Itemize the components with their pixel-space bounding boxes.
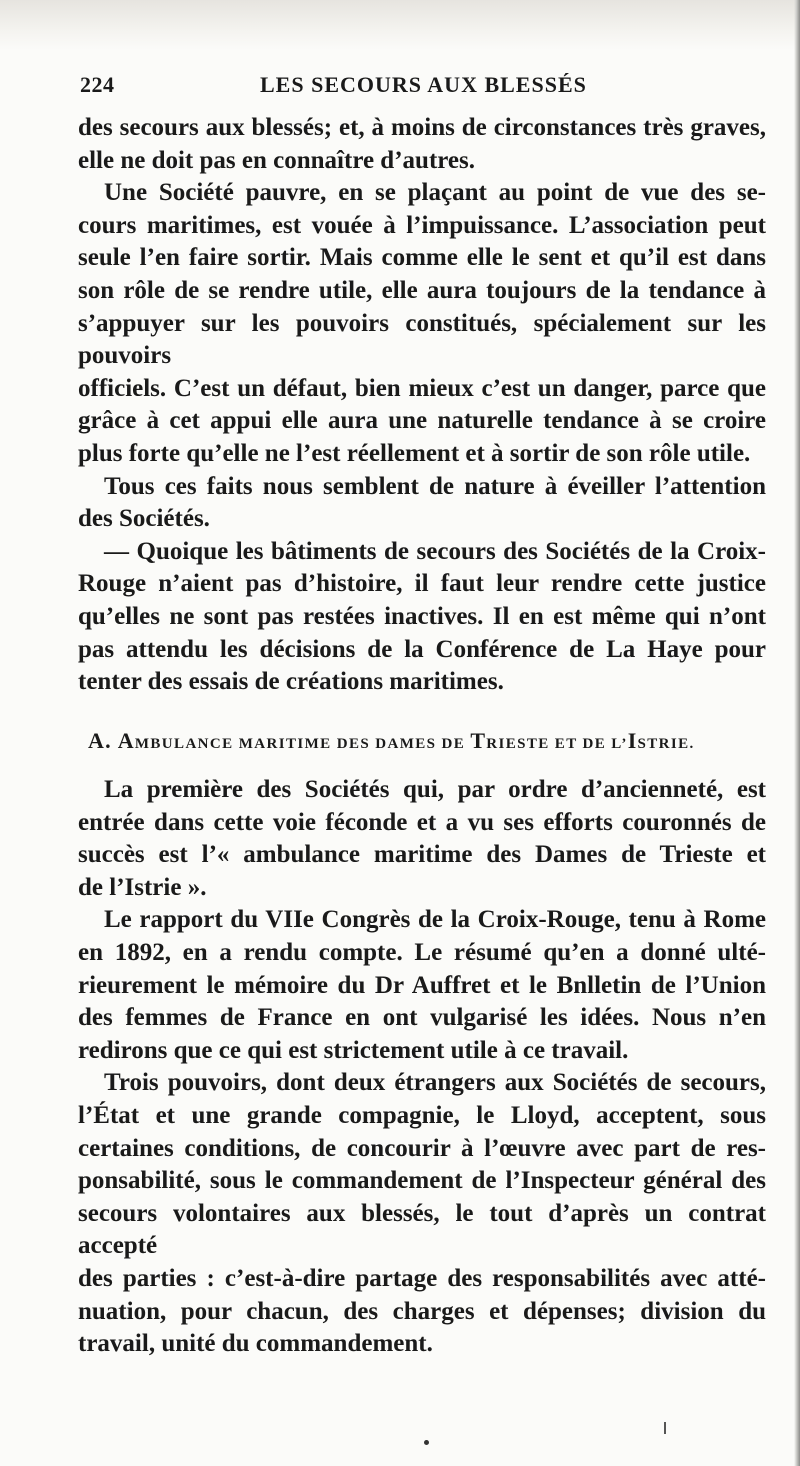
- text-line: rieurement le mémoire du Dr Auffret et le Bnlletin de l’Union: [78, 971, 766, 999]
- paragraph: [78, 177, 766, 470]
- text-line: La première des Sociétés qui, par ordre d’ancienneté, est: [104, 776, 766, 803]
- section-label: A.: [88, 728, 112, 753]
- text-line: des Sociétés.: [78, 505, 210, 533]
- text-line: nuation, pour chacun, des charges et dépenses; division du: [78, 1297, 766, 1325]
- text-line: certaines conditions, de concourir à l’œuvre avec part de res-: [78, 1134, 766, 1162]
- section-heading: [88, 728, 768, 754]
- text-line: Tous ces faits nous semblent de nature à éveiller l’attention: [104, 472, 766, 500]
- text-line: travail, unité du commandement.: [78, 1330, 433, 1358]
- print-speck: [424, 1440, 429, 1445]
- print-tick: [664, 1422, 666, 1434]
- text-line: pas attendu les décisions de la Conférence de La Haye pour: [78, 635, 766, 663]
- text-line: de l’Istrie ».: [78, 873, 207, 901]
- heading-rest-1: MBULANCE MARITIME DES DAMES DE: [134, 736, 471, 752]
- text-line: des secours aux blessés; et, à moins de circonstances très graves,: [78, 114, 766, 141]
- paragraph: [78, 904, 766, 1067]
- text-line: ponsabilité, sous le commandement de l’Inspecteur général des: [78, 1167, 766, 1195]
- text-line: — Quoique les bâtiments de secours des Sociétés de la Croix-: [104, 537, 766, 565]
- heading-cap-1: A: [117, 728, 135, 753]
- text-line: secours volontaires aux blessés, le tout d’après un contrat accepté: [78, 1199, 766, 1260]
- paragraph: [78, 536, 766, 699]
- text-line: Une Société pauvre, en se plaçant au point de vue des se-: [104, 179, 766, 207]
- text-line: en 1892, en a rendu compte. Le résumé qu’en a donné ulté-: [78, 938, 766, 966]
- heading-rest-3: STRIE.: [637, 736, 695, 752]
- text-line: des parties : c’est-à-dire partage des responsabilités avec atté-: [78, 1264, 766, 1292]
- scan-shadow-right: [794, 0, 800, 1466]
- paragraph: [78, 1067, 766, 1360]
- text-line: grâce à cet appui elle aura une naturelle tendance à se croire: [78, 407, 766, 435]
- body-text-before-heading: [78, 112, 766, 699]
- page-number: 224: [80, 72, 115, 97]
- heading-cap-3: I: [627, 728, 638, 753]
- text-line: officiels. C’est un défaut, bien mieux c’est un danger, parce que: [78, 374, 766, 402]
- text-line: succès est l’« ambulance maritime des Dames de Trieste et: [78, 841, 766, 869]
- text-line: l’État et une grande compagnie, le Lloyd, acceptent, sous: [78, 1101, 766, 1129]
- paragraph: [78, 112, 766, 177]
- text-line: seule l’en faire sortir. Mais comme elle le sent et qu’il est dans: [78, 244, 766, 272]
- text-line: son rôle de se rendre utile, elle aura toujours de la tendance à: [78, 276, 766, 304]
- running-title: LES SECOURS AUX BLESSÉS: [260, 72, 587, 97]
- text-line: entrée dans cette voie féconde et a vu ses efforts couronnés de: [78, 808, 766, 836]
- page-header: [80, 72, 770, 108]
- text-line: qu’elles ne sont pas restées inactives. Il en est même qui n’ont: [78, 602, 766, 630]
- text-line: Rouge n’aient pas d’histoire, il faut leur rendre cette justice: [78, 570, 766, 598]
- body-text-after-heading: [78, 774, 766, 1361]
- text-line: Le rapport du VIIe Congrès de la Croix-Rouge, tenu à Rome: [104, 906, 766, 934]
- heading-cap-2: T: [470, 728, 487, 753]
- text-line: Trois pouvoirs, dont deux étrangers aux Sociétés de secours,: [104, 1069, 766, 1097]
- heading-rest-2: RIESTE ET DE L’: [486, 736, 628, 752]
- text-line: des femmes de France en ont vulgarisé les idées. Nous n’en: [78, 1004, 766, 1032]
- text-line: plus forte qu’elle ne l’est réellement et à sortir de son rôle utile.: [78, 439, 751, 467]
- text-line: elle ne doit pas en connaître d’autres.: [78, 146, 475, 174]
- paragraph: [78, 774, 766, 904]
- text-line: cours maritimes, est vouée à l’impuissance. L’association peut: [78, 211, 766, 239]
- text-line: redirons que ce qui est strictement utile à ce travail.: [78, 1036, 629, 1064]
- scan-shadow-top: [0, 0, 800, 50]
- text-line: s’appuyer sur les pouvoirs constitués, spécialement sur les pouvoirs: [78, 309, 766, 370]
- text-line: tenter des essais de créations maritimes.: [78, 668, 504, 696]
- paragraph: [78, 471, 766, 536]
